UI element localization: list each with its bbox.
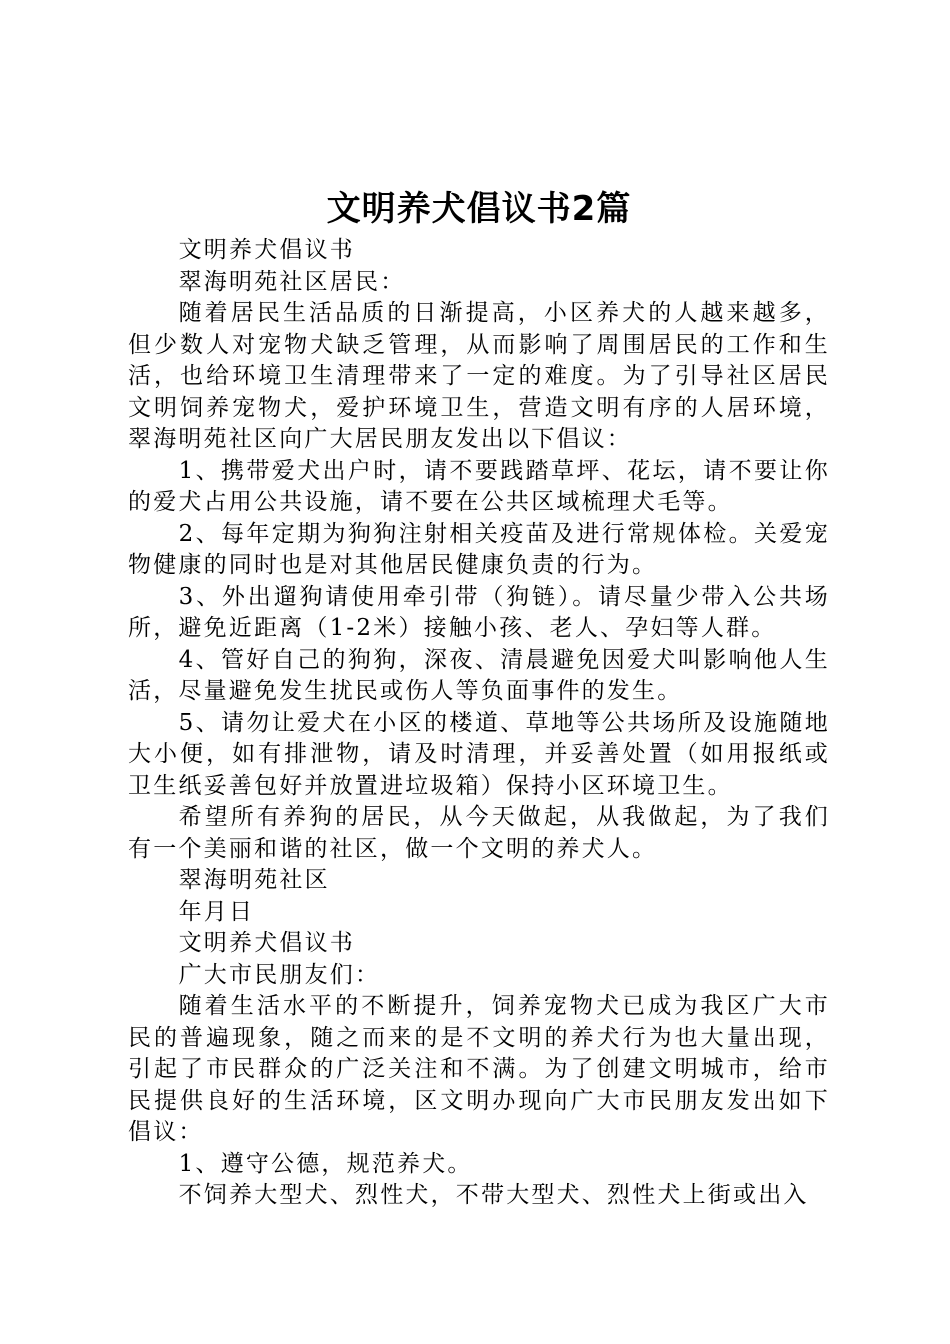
paragraph-item: 1、携带爱犬出户时，请不要践踏草坪、花坛，请不要让你的爱犬占用公共设施，请不要在公共区域梳理犬毛等。	[128, 457, 830, 515]
paragraph-salutation-2: 广大市民朋友们：	[178, 961, 381, 988]
paragraph-item: 1、遵守公德，规范养犬。	[178, 1150, 473, 1177]
paragraph: 不饲养大型犬、烈性犬，不带大型犬、烈性犬上街或出入	[178, 1182, 809, 1208]
paragraph-salutation-1: 翠海明苑社区居民：	[178, 268, 406, 295]
document-title: 文明养犬倡议书2篇	[326, 189, 632, 229]
paragraph-heading-2: 文明养犬倡议书	[178, 930, 355, 956]
paragraph-signature: 翠海明苑社区	[178, 867, 330, 893]
paragraph-heading-1: 文明养犬倡议书	[178, 237, 355, 263]
paragraph-item: 5、请勿让爱犬在小区的楼道、草地等公共场所及设施随地大小便，如有排泄物，请及时清理，并妥善处置（如用报纸或卫生纸妥善包好并放置进垃圾箱）保持小区环境卫生。	[128, 709, 830, 799]
paragraph: 希望所有养狗的居民，从今天做起，从我做起，为了我们有一个美丽和谐的社区，做一个文明的养犬人。	[128, 804, 830, 862]
paragraph-item: 2、每年定期为狗狗注射相关疫苗及进行常规体检。关爱宠物健康的同时也是对其他居民健康负责的行为。	[128, 520, 830, 578]
paragraph-item: 3、外出遛狗请使用牵引带（狗链）。请尽量少带入公共场所，避免近距离（1-2米）接触小孩、老人、孕妇等人群。	[128, 583, 830, 641]
paragraph-item: 4、管好自己的狗狗，深夜、清晨避免因爱犬叫影响他人生活，尽量避免发生扰民或伤人等负面事件的发生。	[128, 646, 830, 704]
document-body	[128, 235, 830, 1212]
paragraph: 随着居民生活品质的日渐提高，小区养犬的人越来越多，但少数人对宠物犬缺乏管理，从而影响了周围居民的工作和生活，也给环境卫生清理带来了一定的难度。为了引导社区居民文明饲养宠物犬，爱护环境卫生，营造文明有序的人居环境，翠海明苑社区向广大居民朋友发出以下倡议：	[128, 300, 830, 452]
paragraph-date: 年月日	[178, 898, 255, 925]
paragraph: 随着生活水平的不断提升，饲养宠物犬已成为我区广大市民的普遍现象，随之而来的是不文明的养犬行为也大量出现，引起了市民群众的广泛关注和不满。为了创建文明城市，给市民提供良好的生活环境，区文明办现向广大市民朋友发出如下倡议：	[128, 993, 830, 1145]
